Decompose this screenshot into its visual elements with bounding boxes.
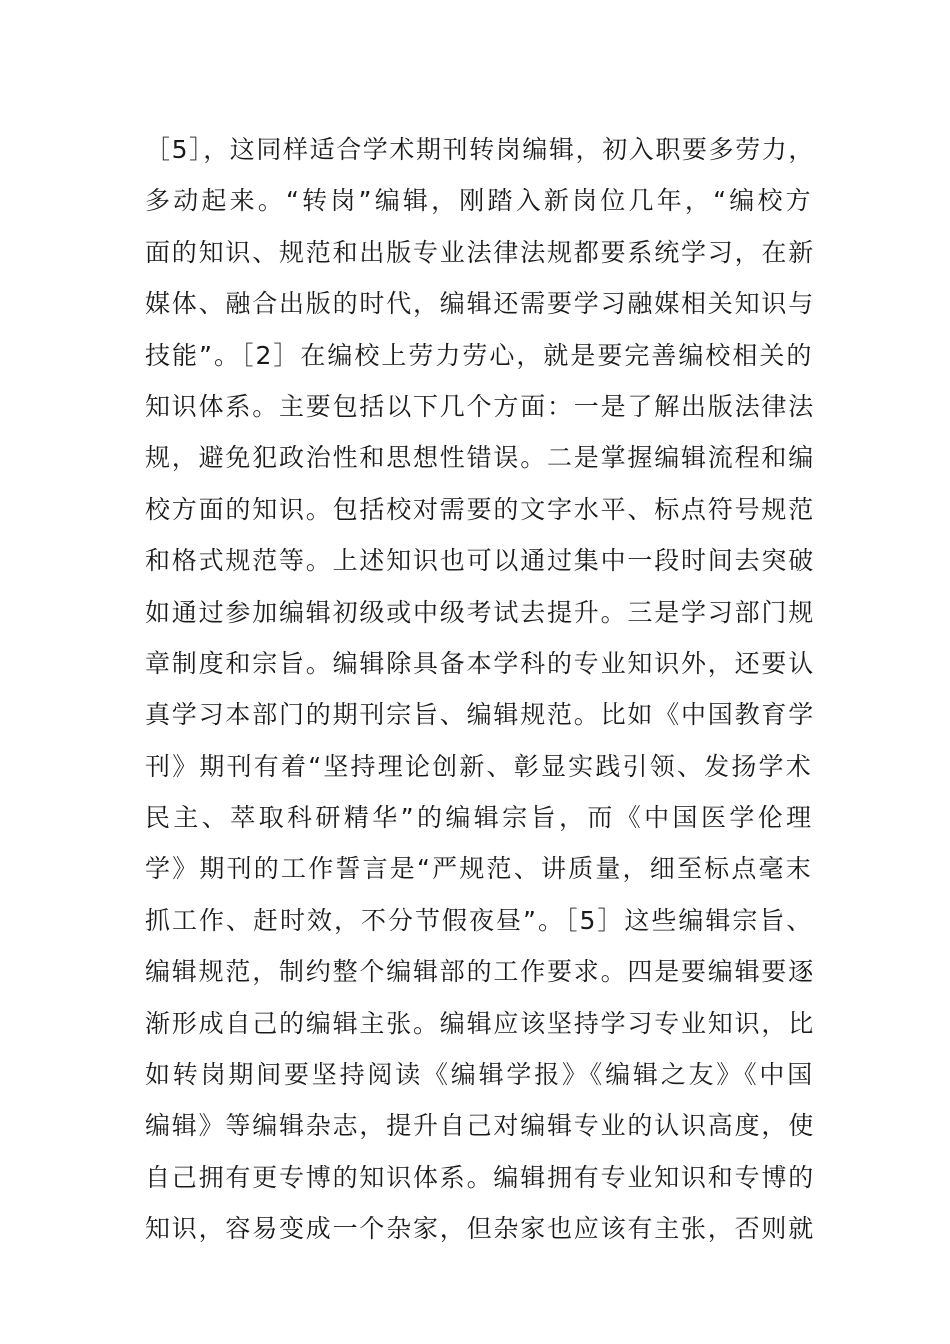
text-line-16: 抓工作、赶时效，不分节假夜昼”。［5］这些编辑宗旨、 <box>145 905 814 935</box>
text-line-21: 自己拥有更专博的知识体系。编辑拥有专业知识和专博的 <box>145 1162 816 1192</box>
text-line-12: 真学习本部门的期刊宗旨、编辑规范。比如《中国教育学 <box>145 700 816 730</box>
text-line-3: 面的知识、规范和出版专业法律法规都要系统学习，在新 <box>145 237 816 267</box>
text-line-6: 知识体系。主要包括以下几个方面：一是了解出版法律法 <box>145 391 816 421</box>
text-line-22: 知识，容易变成一个杂家，但杂家也应该有主张，否则就 <box>145 1214 816 1244</box>
text-line-10: 如通过参加编辑初级或中级考试去提升。三是学习部门规 <box>145 597 816 627</box>
text-line-19: 如转岗期间要坚持阅读《编辑学报》《编辑之友》《中国 <box>145 1060 816 1090</box>
text-line-9: 和格式规范等。上述知识也可以通过集中一段时间去突破 <box>145 546 816 576</box>
text-line-17: 编辑规范，制约整个编辑部的工作要求。四是要编辑要逐 <box>145 957 816 987</box>
text-line-15: 学》期刊的工作誓言是“严规范、讲质量，细至标点毫末 <box>145 854 813 884</box>
body-paragraph <box>145 124 815 1255</box>
text-line-14: 民主、萃取科研精华”的编辑宗旨，而《中国医学伦理 <box>145 803 815 833</box>
text-line-13: 刊》期刊有着“坚持理论创新、彰显实践引领、发扬学术 <box>145 751 813 781</box>
text-line-8: 校方面的知识。包括校对需要的文字水平、标点符号规范 <box>145 494 816 524</box>
text-line-2: 多动起来。“转岗”编辑，刚踏入新岗位几年，“编校方 <box>145 186 814 216</box>
text-line-1: ［5］，这同样适合学术期刊转岗编辑，初入职要多劳力， <box>145 135 816 164</box>
text-line-11: 章制度和宗旨。编辑除具备本学科的专业知识外，还要认 <box>145 648 816 678</box>
text-line-5: 技能”。［2］在编校上劳力劳心，就是要完善编校相关的 <box>145 340 814 370</box>
text-line-4: 媒体、融合出版的时代，编辑还需要学习融媒相关知识与 <box>145 289 816 319</box>
text-line-18: 渐形成自己的编辑主张。编辑应该坚持学习专业知识，比 <box>145 1008 816 1038</box>
text-line-7: 规，避免犯政治性和思想性错误。二是掌握编辑流程和编 <box>145 443 816 473</box>
text-line-20: 编辑》等编辑杂志，提升自己对编辑专业的认识高度，使 <box>145 1111 816 1141</box>
